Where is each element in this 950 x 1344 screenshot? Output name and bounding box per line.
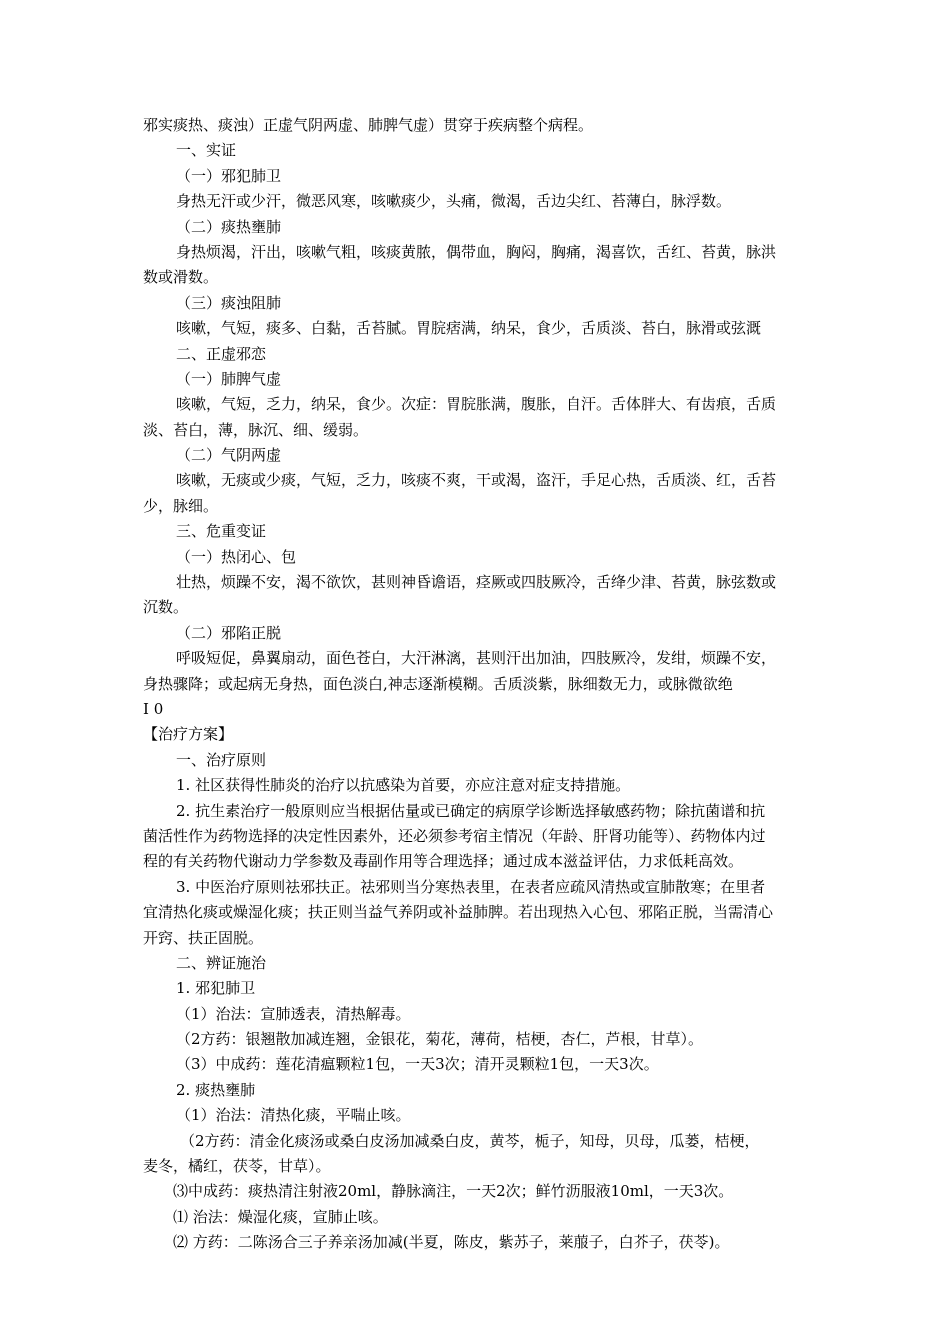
text-line: 一、治疗原则 — [176, 750, 267, 769]
text-line: （一）热闭心、包 — [176, 547, 297, 566]
text-line: （三）痰浊阻肺 — [176, 293, 282, 312]
text-line: 三、危重变证 — [176, 522, 267, 541]
text-line: 呼吸短促，鼻翼扇动，面色苍白，大汗淋漓，甚则汗出加油，四肢厥冷，发绀，烦躁不安， — [176, 649, 777, 668]
text-line: （3）中成药：莲花清瘟颗粒1包，一天3次；清开灵颗粒1包，一天3次。 — [176, 1055, 659, 1074]
text-line: 1. 社区获得性肺炎的治疗以抗感染为首要，亦应注意对症支持措施。 — [176, 776, 631, 795]
text-line: 身热无汗或少汗，微恶风寒，咳嗽痰少，头痛，微渴，舌边尖红、苔薄白，脉浮数。 — [176, 192, 732, 211]
text-line: 身热烦渴，汗出，咳嗽气粗，咳痰黄脓，偶带血，胸闷，胸痛，渴喜饮，舌红、苔黄，脉洪 — [176, 242, 777, 261]
text-line: 【治疗方案】 — [143, 725, 234, 744]
text-line: （2方药：银翘散加减连翘，金银花，菊花，薄荷，桔梗，杏仁，芦根，甘草）。 — [176, 1030, 704, 1049]
text-line: 菌活性作为药物选择的决定性因素外，还必须参考宿主情况（年龄、肝肾功能等）、药物体内过 — [143, 826, 766, 845]
text-line: 壮热，烦躁不安，渴不欲饮，甚则神昏谵语，痉厥或四肢厥冷，舌绛少津、苔黄，脉弦数或 — [176, 573, 777, 592]
text-line: ⑴ 治法：燥湿化痰，宣肺止咳。 — [173, 1207, 388, 1226]
text-line: 沉数。 — [143, 598, 189, 617]
text-line: 咳嗽，无痰或少痰，气短，乏力，咳痰不爽，干或渴，盗汗，手足心热，舌质淡、红，舌苔 — [176, 471, 777, 490]
text-line: 身热骤降；或起病无身热，面色淡白,神志逐渐模糊。舌质淡紫，脉细数无力，或脉微欲绝 — [143, 674, 733, 693]
text-line: I 0 — [143, 699, 164, 718]
text-line: 少，脉细。 — [143, 496, 219, 515]
text-line: （二）邪陷正脱 — [176, 623, 282, 642]
text-line: 3. 中医治疗原则祛邪扶正。祛邪则当分寒热表里，在表者应疏风清热或宣肺散寒；在里者 — [176, 877, 766, 896]
text-line: 宜清热化痰或燥湿化痰；扶正则当益气养阴或补益肺脾。若出现热入心包、邪陷正脱，当需清心 — [143, 903, 774, 922]
document-page — [143, 113, 823, 1256]
text-line: 数或滑数。 — [143, 268, 219, 287]
text-line: 咳嗽，气短，痰多、白黏，舌苔腻。胃脘痞满，纳呆，食少，舌质淡、苔白，脉滑或弦溉 — [176, 319, 762, 338]
text-line: 咳嗽，气短，乏力，纳呆，食少。次症：胃脘胀满，腹胀，自汗。舌体胖大、有齿痕，舌质 — [176, 395, 777, 414]
text-line: 邪实痰热、痰浊）正虚气阴两虚、肺脾气虚）贯穿于疾病整个病程。 — [143, 116, 594, 134]
text-line: 二、辨证施治 — [176, 953, 267, 972]
text-line: 开窍、扶正固脱。 — [143, 928, 264, 947]
text-line: 1. 邪犯肺卫 — [176, 979, 256, 998]
text-line: （一）肺脾气虚 — [176, 369, 282, 388]
text-line: 二、正虚邪恋 — [176, 344, 267, 363]
text-line: 麦冬，橘红，茯苓，甘草）。 — [143, 1157, 331, 1176]
text-line: （2方药：清金化痰汤或桑白皮汤加减桑白皮，黄芩，栀子，知母，贝母，瓜蒌，桔梗， — [180, 1131, 760, 1150]
text-line: 2. 痰热壅肺 — [176, 1080, 256, 1099]
text-line: ⑶中成药：痰热清注射液20ml，静脉滴注，一天2次；鲜竹沥服液10ml，一天3次。 — [173, 1182, 734, 1201]
text-line: 一、实证 — [176, 141, 237, 160]
text-line: 2. 抗生素治疗一般原则应当根据估量或已确定的病原学诊断选择敏感药物；除抗菌谱和抗 — [176, 801, 766, 820]
text-line: （1）治法：宣肺透表，清热解毒。 — [176, 1004, 411, 1023]
text-line: （二）气阴两虚 — [176, 446, 282, 465]
text-line: （二）痰热壅肺 — [176, 217, 282, 236]
text-line: 程的有关药物代谢动力学参数及毒副作用等合理选择；通过成本滋益评估，力求低耗高效。 — [143, 852, 744, 871]
text-line: （一）邪犯肺卫 — [176, 166, 282, 185]
text-line: （1）治法：清热化痰，平喘止咳。 — [176, 1106, 411, 1125]
text-line: ⑵ 方药：二陈汤合三子养亲汤加减(半夏，陈皮，紫苏子，莱菔子，白芥子，茯苓)。 — [173, 1233, 730, 1252]
text-line: 淡、苔白，薄，脉沉、细、缓弱。 — [143, 420, 369, 439]
